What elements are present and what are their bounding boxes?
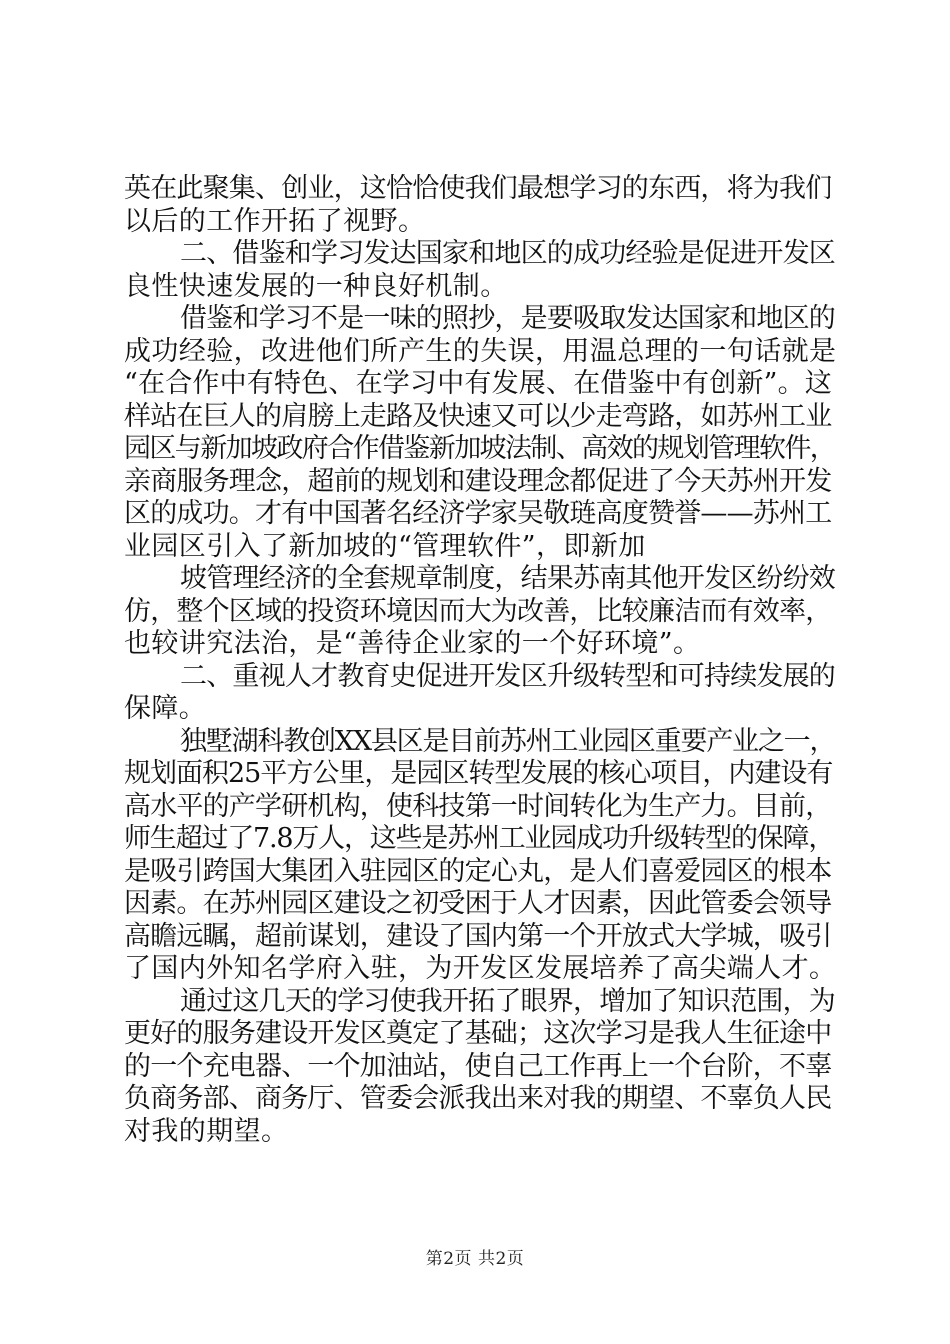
page-footer: 第2页 共2页 [425,1249,525,1269]
text-line: 亲商服务理念，超前的规划和建设理念都促进了今天苏州开发 [124,465,832,497]
text-line: “在合作中有特色、在学习中有发展、在借鉴中有创新”。这 [124,368,833,399]
text-line: 保障。 [124,693,207,724]
text-line: 高瞻远瞩，超前谋划，建设了国内第一个开放式大学城，吸引 [124,920,832,952]
text-line: 园区与新加坡政府合作借鉴新加坡法制、高效的规划管理软件， [124,433,836,464]
text-line: 借鉴和学习不是一味的照抄，是要吸取发达国家和地区的 [180,303,835,334]
text-line: 了国内外知名学府入驻，为开发区发展培养了高尖端人才。 [124,953,837,984]
text-line: 二、借鉴和学习发达国家和地区的成功经验是促进开发区 [180,238,835,269]
text-line: 规划面积25平方公里，是园区转型发展的核心项目，内建设有 [124,758,833,789]
text-line: 因素。在苏州园区建设之初受困于人才因素，因此管委会领导 [124,888,832,919]
text-line: 区的成功。才有中国著名经济学家吴敬琏高度赞誉——苏州工 [124,498,832,529]
text-line: 坡管理经济的全套规章制度，结果苏南其他开发区纷纷效 [180,563,835,594]
text-line: 是吸引跨国大集团入驻园区的定心丸，是人们喜爱园区的根本 [124,855,832,887]
text-line: 英在此聚集、创业，这恰恰使我们最想学习的东西，将为我们 [124,173,832,204]
text-line: 高水平的产学研机构，使科技第一时间转化为生产力。目前， [124,790,832,822]
text-line: 更好的服务建设开发区奠定了基础；这次学习是我人生征途中 [124,1018,832,1049]
text-line: 成功经验，改进他们所产生的失误，用温总理的一句话就是 [124,335,837,367]
document-body [124,173,836,1148]
text-line: 负商务部、商务厅、管委会派我出来对我的期望、不辜负人民 [124,1083,832,1114]
text-line: 对我的期望。 [124,1115,289,1147]
text-line: 业园区引入了新加坡的“管理软件”，即新加 [124,530,646,562]
text-line: 独墅湖科教创XX县区是目前苏州工业园区重要产业之一， [180,725,836,757]
text-line: 良性快速发展的一种良好机制。 [124,270,508,302]
text-line: 仿，整个区域的投资环境因而大为改善，比较廉洁而有效率， [124,595,832,627]
text-line: 也较讲究法治，是“善待企业家的一个好环境”。 [124,628,701,659]
text-line: 通过这几天的学习使我开拓了眼界，增加了知识范围，为 [180,985,835,1017]
text-line: 师生超过了7.8万人，这些是苏州工业园成功升级转型的保障， [124,823,835,854]
text-line: 的一个充电器、一个加油站，使自己工作再上一个台阶，不辜 [124,1050,832,1082]
text-line: 样站在巨人的肩膀上走路及快速又可以少走弯路，如苏州工业 [124,400,832,432]
text-line: 以后的工作开拓了视野。 [124,205,426,237]
text-line: 二、重视人才教育史促进开发区升级转型和可持续发展的 [180,660,835,692]
